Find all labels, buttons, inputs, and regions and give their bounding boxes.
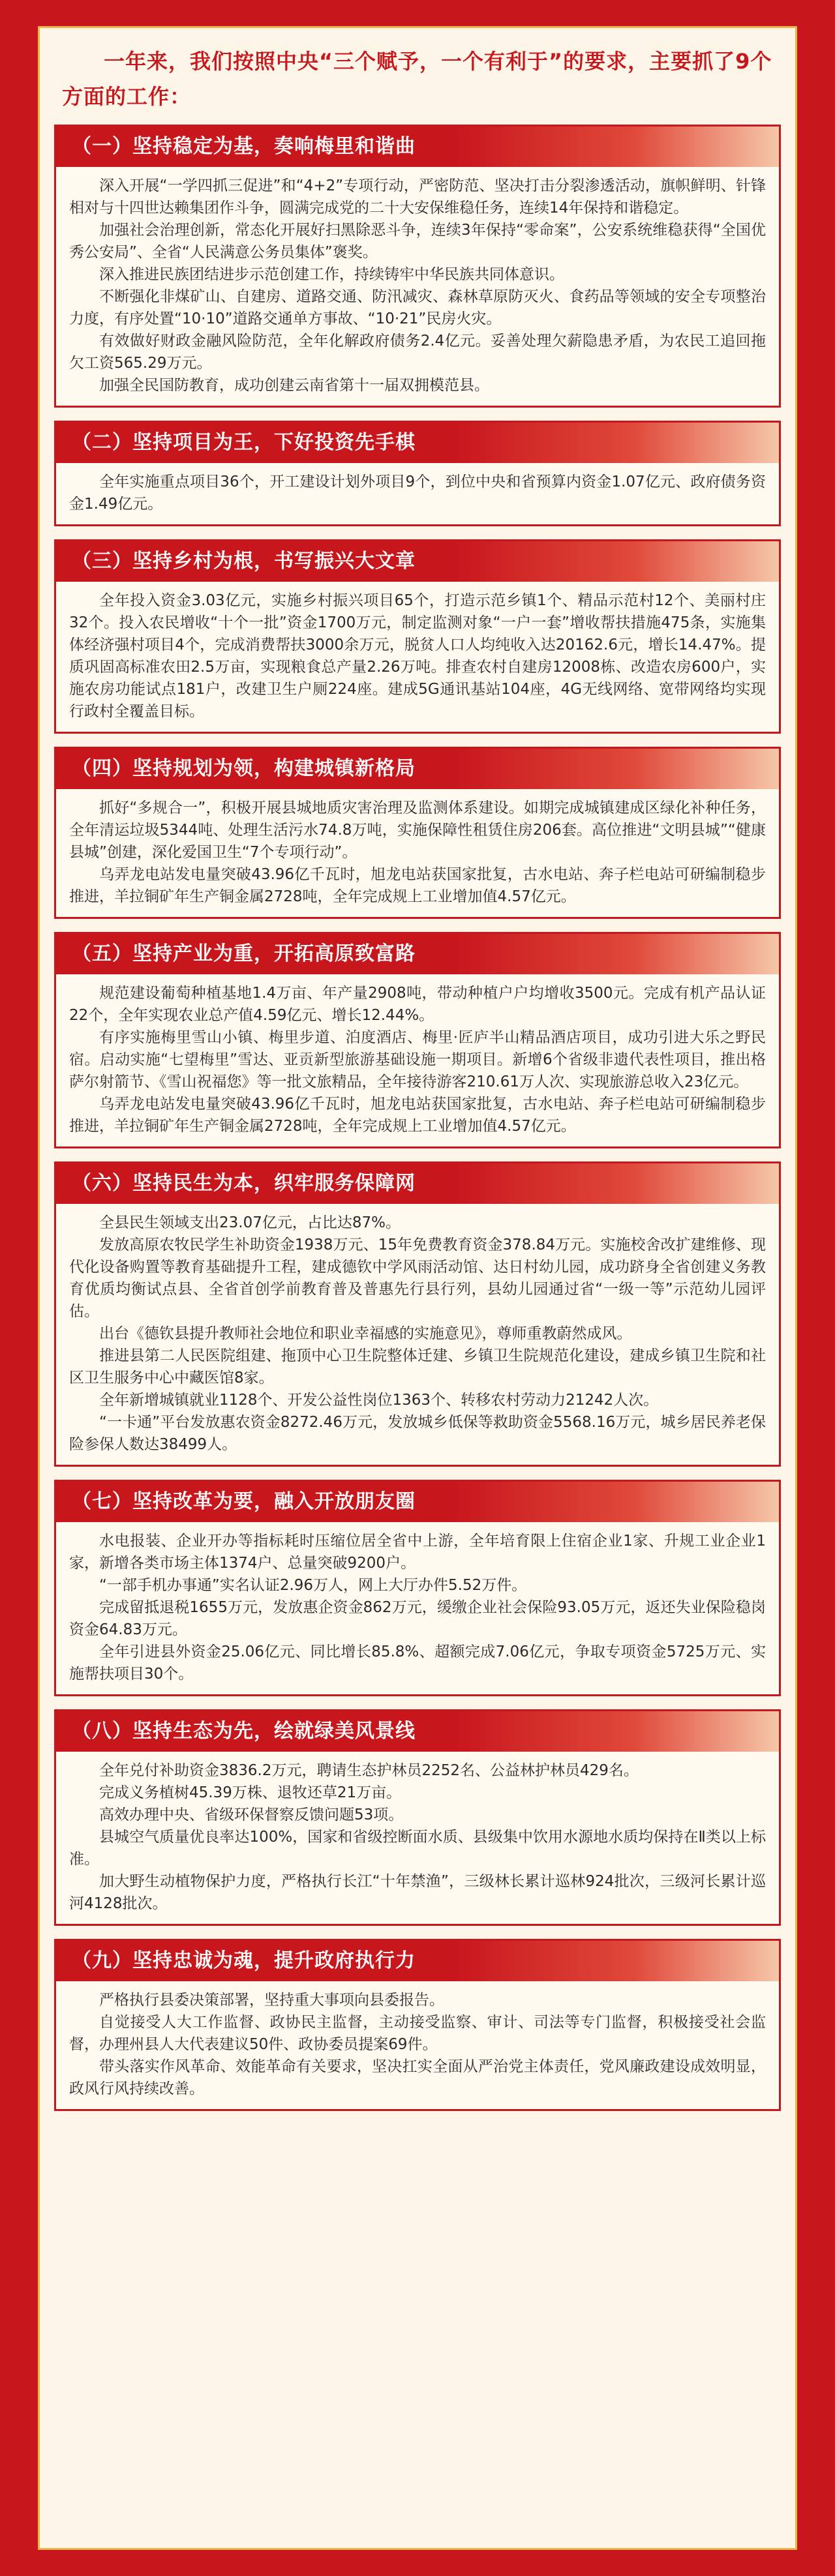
section-title: （六）坚持民生为本，织牢服务保障网 — [56, 1163, 779, 1204]
section-paragraph: 抓好“多规合一”，积极开展县城地质灾害治理及监测体系建设。如期完成城镇建成区绿化补种任务，全年清运垃圾5344吨、处理生活污水74.8万吨，实施保障性租赁住房206套。高位推进“文明县城”“健康县城”创建，深化爱国卫生“7个专项行动”。 — [69, 800, 766, 861]
section-9 — [54, 1939, 781, 2111]
section-paragraph: 完成义务植树45.39万株、退牧还草21万亩。 — [99, 1784, 402, 1801]
section-body — [56, 1522, 779, 1694]
section-title: （二）坚持项目为王，下好投资先手棋 — [56, 423, 779, 463]
section-paragraph: 深入推进民族团结进步示范创建工作，持续铸牢中华民族共同体意识。 — [99, 266, 564, 283]
section-title: （一）坚持稳定为基，奏响梅里和谐曲 — [56, 127, 779, 167]
section-paragraph: 全年引进县外资金25.06亿元、同比增长85.8%、超额完成7.06亿元，争取专项资金5725万元、实施帮扶项目30个。 — [69, 1643, 766, 1683]
section-paragraph: 全年新增城镇就业1128个、开发公益性岗位1363个、转移农村劳动力21242人次。 — [99, 1392, 659, 1409]
section-body — [56, 463, 779, 524]
report-page — [38, 26, 797, 2550]
section-paragraph: “一部手机办事通”实名认证2.96万人，网上大厅办件5.52万件。 — [99, 1577, 527, 1594]
section-paragraph: 高效办理中央、省级环保督察反馈问题53项。 — [99, 1806, 404, 1823]
section-body — [56, 1204, 779, 1465]
section-2 — [54, 421, 781, 526]
section-paragraph: 加强社会治理创新，常态化开展好扫黑除恶斗争，连续3年保持“零命案”，公安系统维稳获得“全国优秀公安局”、全省“人民满意公务员集体”褒奖。 — [69, 222, 766, 261]
section-6 — [54, 1161, 781, 1467]
section-body — [56, 789, 779, 917]
section-paragraph: 有效做好财政金融风险防范，全年化解政府债务2.4亿元。妥善处理欠薪隐患矛盾，为农民工追回拖欠工资565.29万元。 — [69, 333, 766, 372]
section-paragraph: 出台《德钦县提升教师社会地位和职业幸福感的实施意见》，尊师重教蔚然成风。 — [99, 1325, 632, 1342]
section-paragraph: 自觉接受人大工作监督、政协民主监督，主动接受监察、审计、司法等专门监督，积极接受社会监督，办理州县人大代表建议50件、政协委员提案69件。 — [69, 2014, 766, 2053]
section-paragraph: 发放高原农牧民学生补助资金1938万元、15年免费教育资金378.84万元。实施校舍改扩建维修、现代化设备购置等教育基础提升工程，建成德钦中学风雨活动馆、达日村幼儿园，成功跻身全省创建义务教育优质均衡试点县、全省首创学前教育普及普惠先行县行列，县幼儿园通过省“一级一等”示范幼儿园评估。 — [69, 1236, 766, 1320]
section-paragraph: 加强全民国防教育，成功创建云南省第十一届双拥模范县。 — [99, 377, 489, 394]
section-paragraph: 规范建设葡萄种植基地1.4万亩、年产量2908吨，带动种植户户均增收3500元。完成有机产品认证22个，全年实现农业总产值4.59亿元、增长12.44%。 — [69, 985, 766, 1024]
section-body — [56, 582, 779, 732]
section-paragraph: 乌弄龙电站发电量突破43.96亿千瓦时，旭龙电站获国家批复，古水电站、奔子栏电站可研编制稳步推进，羊拉铜矿年生产铜金属2728吨，全年完成规上工业增加值4.57亿元。 — [69, 866, 766, 905]
section-paragraph: 加大野生动植物保护力度，严格执行长江“十年禁渔”，三级林长累计巡林924批次，三级河长累计巡河4128批次。 — [69, 1873, 766, 1912]
section-paragraph: “一卡通”平台发放惠农资金8272.46万元，发放城乡低保等救助资金5568.16万元，城乡居民养老保险参保人数达38499人。 — [69, 1414, 766, 1453]
section-paragraph: 全年投入资金3.03亿元，实施乡村振兴项目65个，打造示范乡镇1个、精品示范村12个、美丽村庄32个。投入农民增收“十个一批”资金1700万元，制定监测对象“一户一套”增收帮扶措施475条，实施集体经济强村项目4个，完成消费帮扶3000余万元，脱贫人口人均纯收入达20162.6元，增长14.47%。提质巩固高标准农田2.5万亩，实现粮食总产量2.26万吨。排查农村自建房12008栋、改造农房600户，实施农房功能试点181户，改建卫生户厕224座。建成5G通讯基站104座，4G无线网络、宽带网络均实现行政村全覆盖目标。 — [69, 592, 766, 720]
section-paragraph: 带头落实作风革命、效能革命有关要求，坚决扛实全面从严治党主体责任，党风廉政建设成效明显，政风行风持续改善。 — [69, 2058, 766, 2097]
section-paragraph: 乌弄龙电站发电量突破43.96亿千瓦时，旭龙电站获国家批复，古水电站、奔子栏电站可研编制稳步推进，羊拉铜矿年生产铜金属2728吨，全年完成规上工业增加值4.57亿元。 — [69, 1096, 766, 1135]
section-paragraph: 全年实施重点项目36个，开工建设计划外项目9个，到位中央和省预算内资金1.07亿元、政府债务资金1.49亿元。 — [69, 473, 766, 513]
section-paragraph: 严格执行县委决策部署，坚持重大事项向县委报告。 — [99, 1992, 444, 2009]
section-3 — [54, 539, 781, 734]
section-body — [56, 1752, 779, 1924]
section-body — [56, 974, 779, 1146]
section-paragraph: 全年兑付补助资金3836.2万元，聘请生态护林员2252名、公益林护林员429名。 — [99, 1762, 639, 1779]
section-8 — [54, 1709, 781, 1926]
section-title: （四）坚持规划为领，构建城镇新格局 — [56, 749, 779, 789]
section-paragraph: 水电报装、企业开办等指标耗时压缩位居全省中上游，全年培育限上住宿企业1家、升规工业企业1家，新增各类市场主体1374户、总量突破9200户。 — [69, 1533, 766, 1572]
section-title: （九）坚持忠诚为魂，提升政府执行力 — [56, 1941, 779, 1981]
section-paragraph: 完成留抵退税1655万元，发放惠企资金862万元，缓缴企业社会保险93.05万元，返还失业保险稳岗资金64.83万元。 — [69, 1599, 766, 1638]
section-paragraph: 有序实施梅里雪山小镇、梅里步道、泊度酒店、梅里·匠庐半山精品酒店项目，成功引进大乐之野民宿。启动实施“七望梅里”雪达、亚贡新型旅游基础设施一期项目。新增6个省级非遗代表性项目，推出格萨尔射箭节、《雪山祝福您》等一批文旅精品，全年接待游客210.61万人次、实现旅游总收入23亿元。 — [69, 1029, 766, 1090]
section-7 — [54, 1480, 781, 1696]
section-body — [56, 1981, 779, 2109]
section-paragraph: 不断强化非煤矿山、自建房、道路交通、防汛减灾、森林草原防灭火、食药品等领域的安全专项整治力度，有序处置“10·10”道路交通单方事故、“10·21”民房火灾。 — [69, 288, 766, 327]
section-5 — [54, 932, 781, 1148]
section-1 — [54, 125, 781, 408]
section-4 — [54, 747, 781, 919]
section-title: （七）坚持改革为要，融入开放朋友圈 — [56, 1482, 779, 1522]
sections-list — [40, 125, 795, 2111]
section-paragraph: 全县民生领域支出23.07亿元，占比达87%。 — [99, 1214, 401, 1231]
section-paragraph: 推进县第二人民医院组建、拖顶中心卫生院整体迁建、乡镇卫生院规范化建设，建成乡镇卫生院和社区卫生服务中心中藏医馆8家。 — [69, 1347, 766, 1386]
section-title: （五）坚持产业为重，开拓高原致富路 — [56, 934, 779, 974]
intro-text: 一年来，我们按照中央“三个赋予，一个有利于”的要求，主要抓了9个方面的工作： — [62, 49, 772, 109]
section-body — [56, 167, 779, 406]
section-paragraph: 县城空气质量优良率达100%，国家和省级控断面水质、县级集中饮用水源地水质均保持在Ⅱ类以上标准。 — [69, 1829, 766, 1868]
section-paragraph: 深入开展“一学四抓三促进”和“4+2”专项行动，严密防范、坚决打击分裂渗透活动，旗帜鲜明、针锋相对与十四世达赖集团作斗争，圆满完成党的二十大安保维稳任务，连续14年保持和谐稳定。 — [69, 177, 766, 217]
section-title: （三）坚持乡村为根，书写振兴大文章 — [56, 541, 779, 582]
section-title: （八）坚持生态为先，绘就绿美风景线 — [56, 1711, 779, 1752]
